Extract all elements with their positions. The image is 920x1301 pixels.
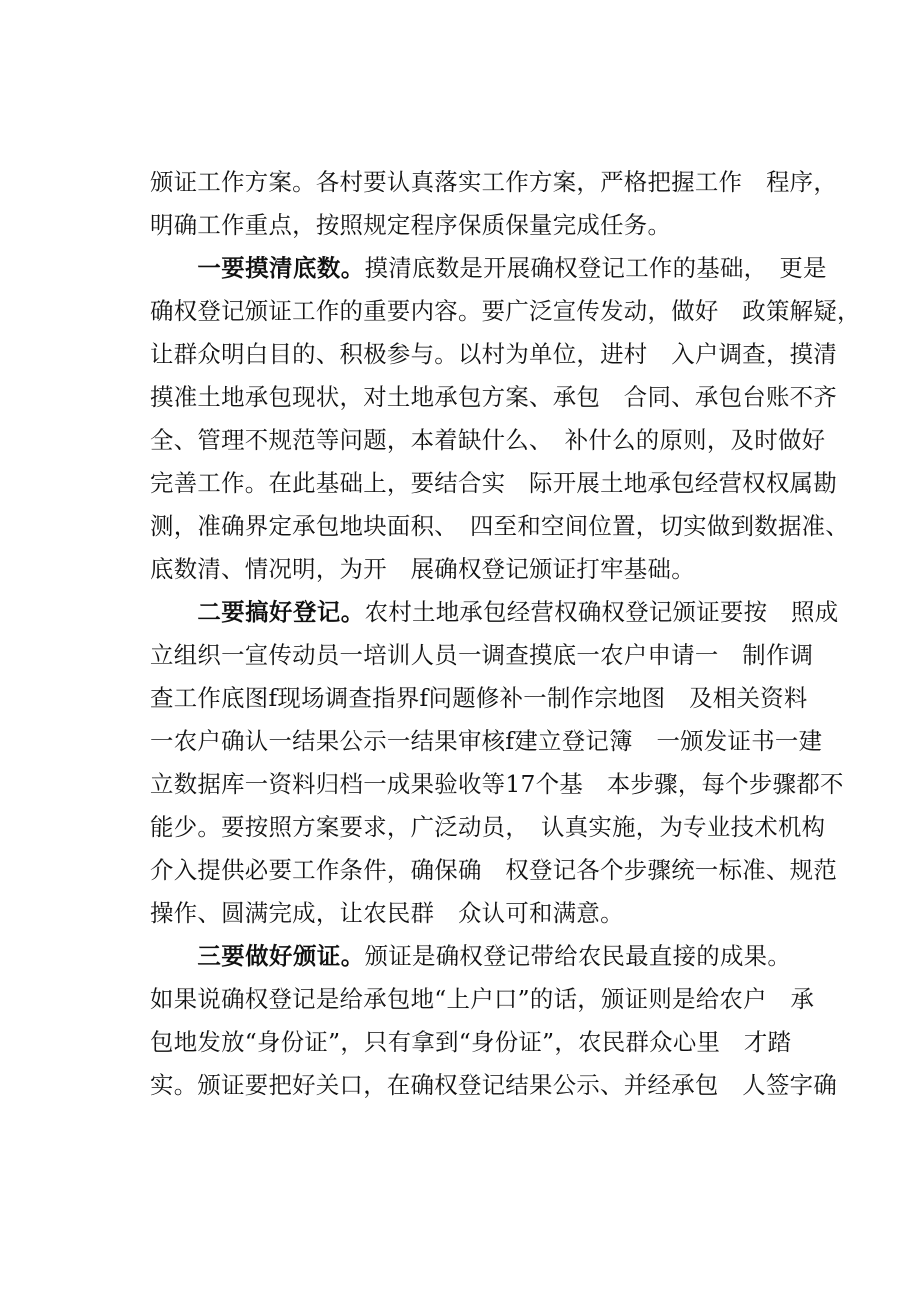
- paragraph-2-rest: 农村土地承包经营权确权登记颁证要按 照成: [364, 598, 839, 626]
- text-line-7: 全、管理不规范等问题，本着缺什么、 补什么的原则，及时做好: [150, 426, 826, 454]
- text-line-13: 查工作底图f现场调查指界f问题修补一制作宗地图 及相关资料: [150, 684, 808, 712]
- paragraph-1-rest: 摸清底数是开展确权登记工作的基础， 更是: [364, 254, 827, 282]
- text-line-18: 操作、圆满完成，让农民群 众认可和满意。: [150, 899, 624, 927]
- paragraph-3-lead: 三要做好颁证。: [197, 942, 365, 970]
- paragraph-2-lead: 二要搞好登记。: [197, 598, 365, 626]
- text-line-6: 摸准土地承包现状，对土地承包方案、承包 合同、承包台账不齐: [150, 383, 838, 411]
- paragraph-1-lead: 一要摸清底数。: [197, 254, 365, 282]
- text-line-12: 立组织一宣传动员一培训人员一调查摸底一农户申请一 制作调: [150, 641, 814, 669]
- paragraph-1-first-line: [150, 253, 827, 283]
- text-line-8: 完善工作。在此基础上，要结合实 际开展土地承包经营权权属勘: [150, 469, 838, 497]
- text-line-14: 一农户确认一结果公示一结果审核f建立登记簿 一颁发证书一建: [150, 727, 823, 755]
- text-line-22: 实。颁证要把好关口，在确权登记结果公示、并经承包 人签字确: [150, 1071, 838, 1099]
- text-line-21: 包地发放“身份证”，只有拿到“身份证”，农民群众心里 才踏: [150, 1028, 792, 1056]
- text-line-1: 颁证工作方案。各村要认真落实工作方案，严格把握工作 程序，: [150, 168, 838, 196]
- text-line-4: 确权登记颁证工作的重要内容。要广泛宣传发动，做好 政策解疑，: [150, 297, 861, 325]
- text-line-2: 明确工作重点，按照规定程序保质保量完成任务。: [150, 211, 672, 239]
- text-line-17: 介入提供必要工作条件，确保确 权登记各个步骤统一标准、规范: [150, 856, 838, 884]
- paragraph-2-first-line: [150, 597, 839, 627]
- text-line-15: 立数据库一资料归档一成果验收等17个基 本步骤，每个步骤都不: [150, 770, 844, 798]
- text-line-20: 如果说确权登记是给承包地“上户口”的话，颁证则是给农户 承: [150, 985, 815, 1013]
- text-line-10: 底数清、情况明，为开 展确权登记颁证打牢基础。: [150, 555, 695, 583]
- paragraph-3-first-line: [150, 941, 800, 971]
- paragraph-3-rest: 颁证是确权登记带给农民最直接的成果。: [364, 942, 792, 970]
- text-line-9: 测，准确界定承包地块面积、 四至和空间位置，切实做到数据准、: [150, 512, 850, 540]
- text-line-16: 能少。要按照方案要求，广泛动员， 认真实施，为专业技术机构: [150, 813, 826, 841]
- text-line-5: 让群众明白目的、积极参与。以村为单位，进村 入户调查，摸清: [150, 340, 838, 368]
